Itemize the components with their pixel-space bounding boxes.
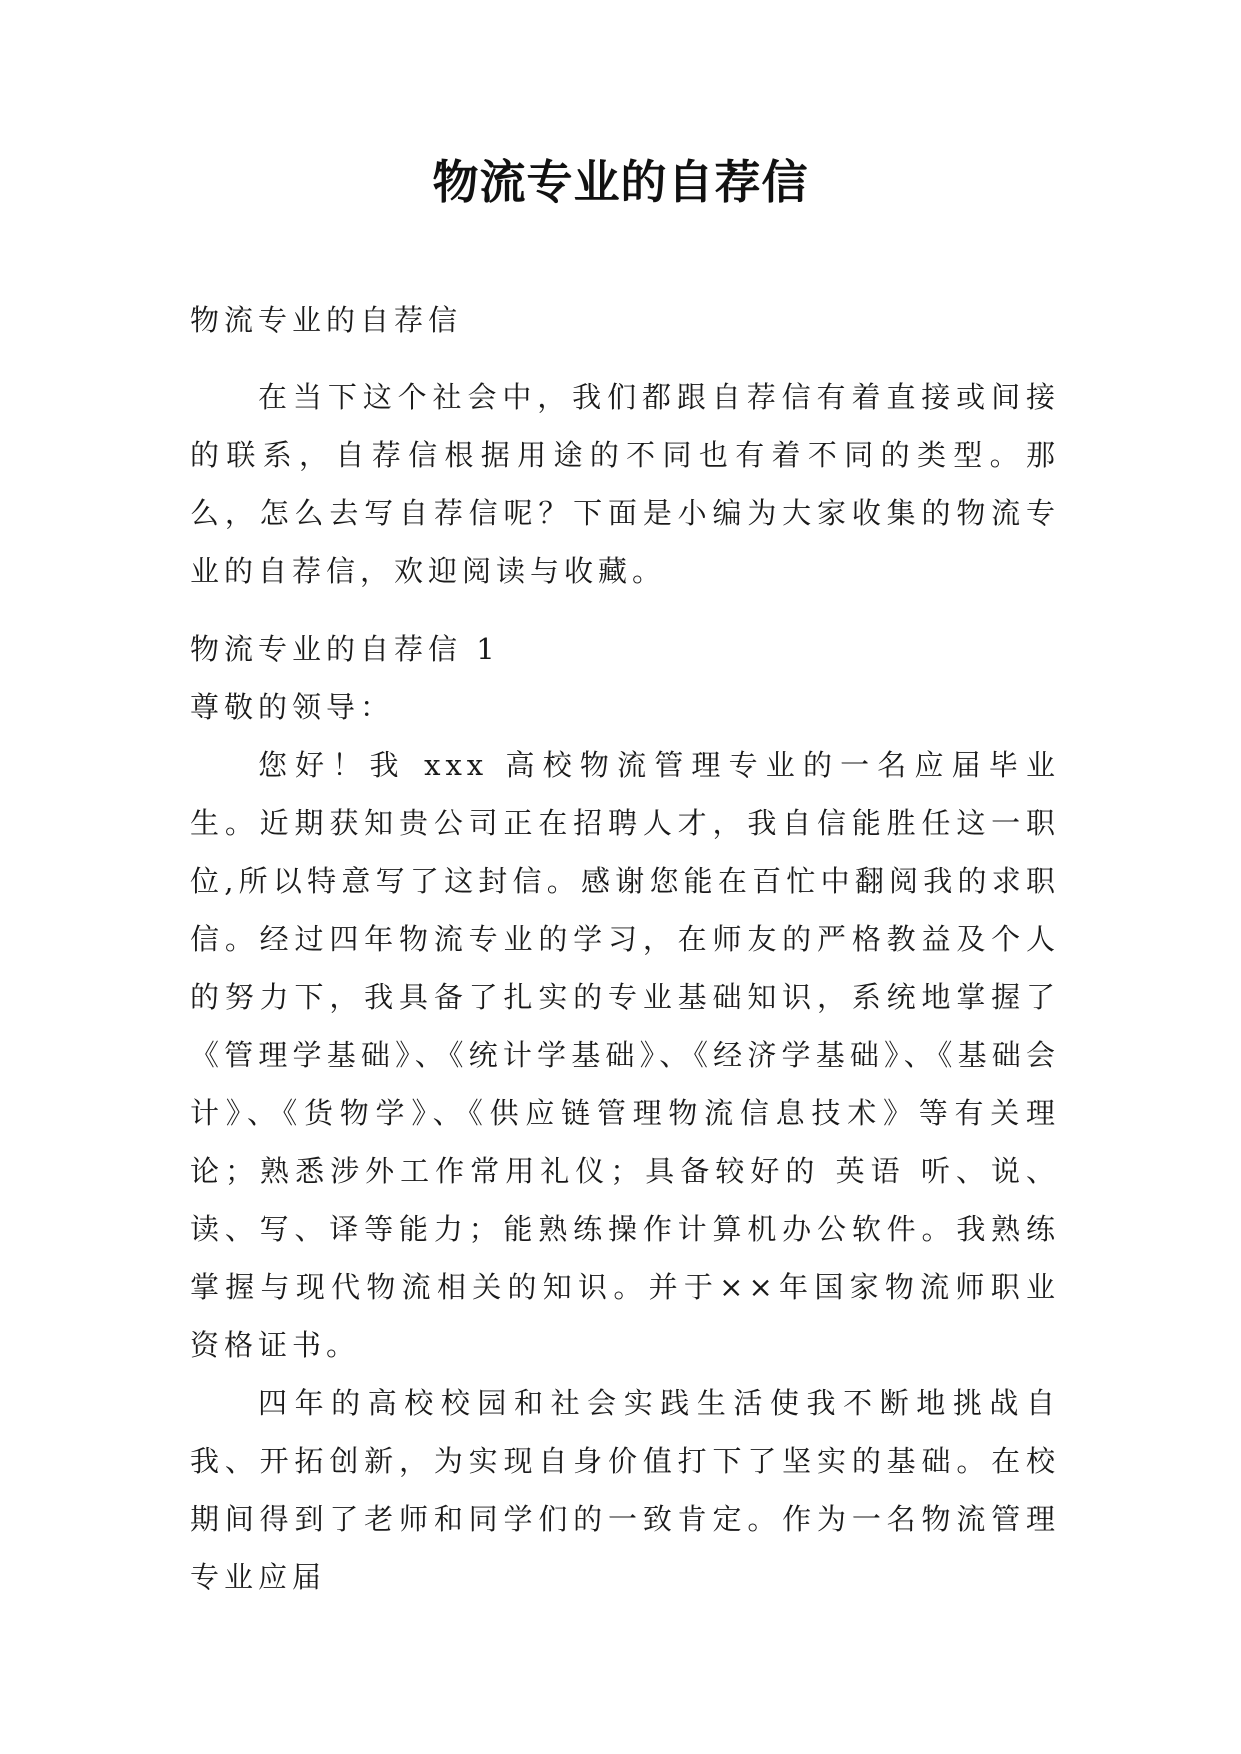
letter-paragraph: 您好！我 xxx 高校物流管理专业的一名应届毕业生。近期获知贵公司正在招聘人才，我自信能胜任这一职位,所以特意写了这封信。感谢您能在百忙中翻阅我的求职信。经过四年物流专业的学习，在师友的严格教益及个人的努力下，我具备了扎实的专业基础知识，系统地掌握了《管理学基础》、《统计学基础》、《经济学基础》、《基础会计》、《货物学》、《供应链管理物流信息技术》等有关理论；熟悉涉外工作常用礼仪；具备较好的 英语 听、说、读、写、译等能力；能熟练操作计算机办公软件。我熟练掌握与现代物流相关的知识。并于××年国家物流师职业资格证书。 (190, 748, 1060, 1362)
letter-1 (190, 620, 1060, 1606)
letter-paragraph: 四年的高校校园和社会实践生活使我不断地挑战自我、开拓创新，为实现自身价值打下了坚实的基础。在校期间得到了老师和同学们的一致肯定。作为一名物流管理专业应届 (190, 1386, 1060, 1594)
intro-block (190, 368, 1060, 600)
intro-paragraph: 在当下这个社会中，我们都跟自荐信有着直接或间接的联系，自荐信根据用途的不同也有着不同的类型。那么，怎么去写自荐信呢？下面是小编为大家收集的物流专业的自荐信，欢迎阅读与收藏。 (190, 380, 1060, 588)
letter-salutation: 尊敬的领导： (190, 690, 395, 724)
document-title: 物流专业的自荐信 (432, 155, 809, 209)
letter-heading: 物流专业的自荐信 1 (190, 632, 500, 666)
document-subtitle: 物流专业的自荐信 (190, 303, 463, 337)
